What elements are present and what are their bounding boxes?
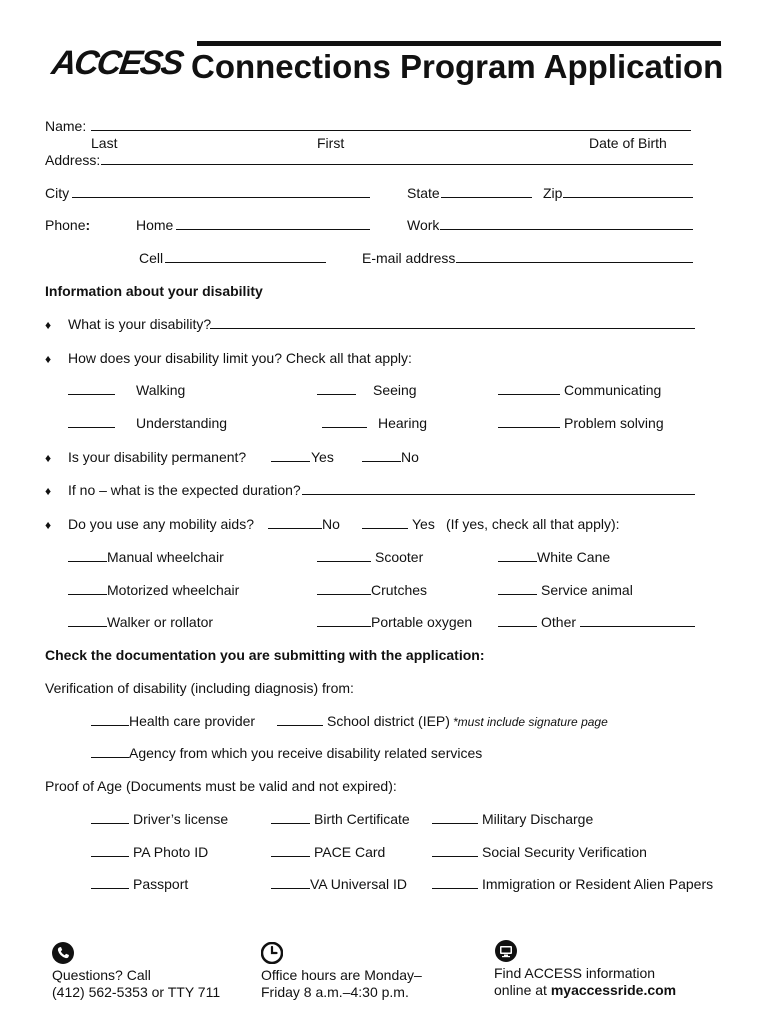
aids-yes-check[interactable] [362, 516, 408, 529]
check-birth-certificate[interactable] [271, 811, 310, 824]
check-pa-photo-id[interactable] [91, 844, 129, 857]
check-hearing[interactable] [322, 415, 367, 428]
address-label: Address: [45, 152, 101, 168]
no-label: No [322, 516, 340, 532]
proof-option: PA Photo ID [133, 844, 209, 860]
hours-line1: Office hours are Monday– [261, 967, 422, 983]
q-permanent: Is your disability permanent? [68, 449, 247, 465]
proof-option: Immigration or Resident Alien Papers [482, 876, 714, 892]
check-scooter[interactable] [317, 549, 371, 562]
access-logo: ACCESS [49, 44, 185, 82]
proof-option: Social Security Verification [482, 844, 647, 860]
bullet-icon: ♦ [45, 484, 52, 498]
check-school-district[interactable] [277, 713, 323, 726]
check-problem-solving[interactable] [498, 415, 560, 428]
email-label: E-mail address [362, 250, 456, 266]
name-field[interactable] [91, 118, 691, 131]
check-passport[interactable] [91, 876, 129, 889]
zip-label: Zip [543, 185, 563, 201]
proof-option: PACE Card [314, 844, 386, 860]
check-seeing[interactable] [317, 382, 356, 395]
q-duration: If no – what is the expected duration? [68, 482, 301, 498]
limit-option: Problem solving [564, 415, 664, 431]
questions-line2: (412) 562-5353 or TTY 711 [52, 984, 221, 1000]
q-what-disability: What is your disability? [68, 316, 212, 332]
documentation-heading: Check the documentation you are submitting with the application: [45, 647, 485, 663]
check-health-provider[interactable] [91, 713, 129, 726]
city-field[interactable] [72, 185, 370, 198]
bullet-icon: ♦ [45, 318, 52, 332]
proof-label: Proof of Age (Documents must be valid and not expired): [45, 778, 397, 794]
limit-option: Communicating [564, 382, 662, 398]
work-label: Work [407, 217, 440, 233]
q-disability-limit: How does your disability limit you? Check all that apply: [68, 350, 412, 366]
what-disability-field[interactable] [210, 316, 695, 329]
proof-option: Birth Certificate [314, 811, 410, 827]
aid-option: Portable oxygen [371, 614, 473, 630]
yes-label: Yes [412, 516, 435, 532]
check-manual-wheelchair[interactable] [68, 549, 107, 562]
check-understanding[interactable] [68, 415, 115, 428]
aids-no-check[interactable] [268, 516, 322, 529]
address-field[interactable] [101, 152, 693, 165]
cell-phone-field[interactable] [165, 250, 326, 263]
cell-label: Cell [139, 250, 164, 266]
bullet-icon: ♦ [45, 451, 52, 465]
dob-label: Date of Birth [589, 135, 667, 151]
check-immigration[interactable] [432, 876, 478, 889]
yes-label: Yes [311, 449, 334, 465]
clock-icon [261, 942, 283, 964]
name-label: Name: [45, 118, 87, 134]
check-other[interactable] [498, 614, 537, 627]
home-label: Home [136, 217, 174, 233]
home-phone-field[interactable] [176, 217, 370, 230]
limit-option: Walking [136, 382, 186, 398]
check-white-cane[interactable] [498, 549, 537, 562]
check-va-id[interactable] [271, 876, 310, 889]
website-link[interactable]: myaccessride.com [550, 982, 677, 998]
proof-option: Passport [133, 876, 189, 892]
state-field[interactable] [441, 185, 532, 198]
check-pace-card[interactable] [271, 844, 310, 857]
check-military-discharge[interactable] [432, 811, 478, 824]
city-label: City [45, 185, 70, 201]
proof-option: Military Discharge [482, 811, 594, 827]
duration-field[interactable] [302, 482, 695, 495]
phone-icon [52, 942, 74, 964]
aid-option: Walker or rollator [107, 614, 214, 630]
zip-field[interactable] [563, 185, 693, 198]
aid-option: Scooter [375, 549, 424, 565]
q-mobility-aids: Do you use any mobility aids? [68, 516, 254, 532]
page-title: Connections Program Application [191, 48, 724, 85]
check-social-security[interactable] [432, 844, 478, 857]
check-communicating[interactable] [498, 382, 560, 395]
check-portable-oxygen[interactable] [317, 614, 371, 627]
check-walker[interactable] [68, 614, 107, 627]
limit-option: Understanding [136, 415, 228, 431]
aid-option: Motorized wheelchair [107, 582, 240, 598]
permanent-yes-check[interactable] [271, 449, 310, 462]
aid-option: White Cane [537, 549, 611, 565]
verification-label: Verification of disability (including diagnosis) from: [45, 680, 354, 696]
disability-heading: Information about your disability [45, 283, 263, 299]
questions-line1: Questions? Call [52, 967, 151, 983]
hours-line2: Friday 8 a.m.–4:30 p.m. [261, 984, 409, 1000]
bullet-icon: ♦ [45, 352, 52, 366]
phone-label: Phone: [45, 217, 91, 233]
check-crutches[interactable] [317, 582, 371, 595]
check-walking[interactable] [68, 382, 115, 395]
limit-option: Seeing [373, 382, 417, 398]
aids-note: (If yes, check all that apply): [446, 516, 620, 532]
check-service-animal[interactable] [498, 582, 537, 595]
bullet-icon: ♦ [45, 518, 52, 532]
check-drivers-license[interactable] [91, 811, 129, 824]
proof-option: Driver’s license [133, 811, 229, 827]
doc-option: School district (IEP) [327, 713, 450, 729]
doc-option: Agency from which you receive disability related services [129, 745, 483, 761]
other-aid-field[interactable] [580, 614, 695, 627]
email-field[interactable] [456, 250, 693, 263]
header-rule [197, 41, 721, 46]
info-line1: Find ACCESS information [494, 965, 656, 981]
aid-option: Crutches [371, 582, 428, 598]
computer-icon [495, 940, 517, 962]
aid-option: Manual wheelchair [107, 549, 224, 565]
last-label: Last [91, 135, 118, 151]
check-motorized-wheelchair[interactable] [68, 582, 107, 595]
proof-option: VA Universal ID [310, 876, 407, 892]
limit-option: Hearing [378, 415, 428, 431]
doc-option: Health care provider [129, 713, 256, 729]
aid-option: Service animal [541, 582, 633, 598]
aid-option: Other [541, 614, 577, 630]
no-label: No [401, 449, 419, 465]
permanent-no-check[interactable] [362, 449, 401, 462]
work-phone-field[interactable] [440, 217, 693, 230]
info-line2: online at myaccessride.com [494, 982, 677, 998]
signature-note: *must include signature page [453, 715, 608, 729]
first-label: First [317, 135, 345, 151]
check-agency[interactable] [91, 745, 129, 758]
state-label: State [407, 185, 440, 201]
